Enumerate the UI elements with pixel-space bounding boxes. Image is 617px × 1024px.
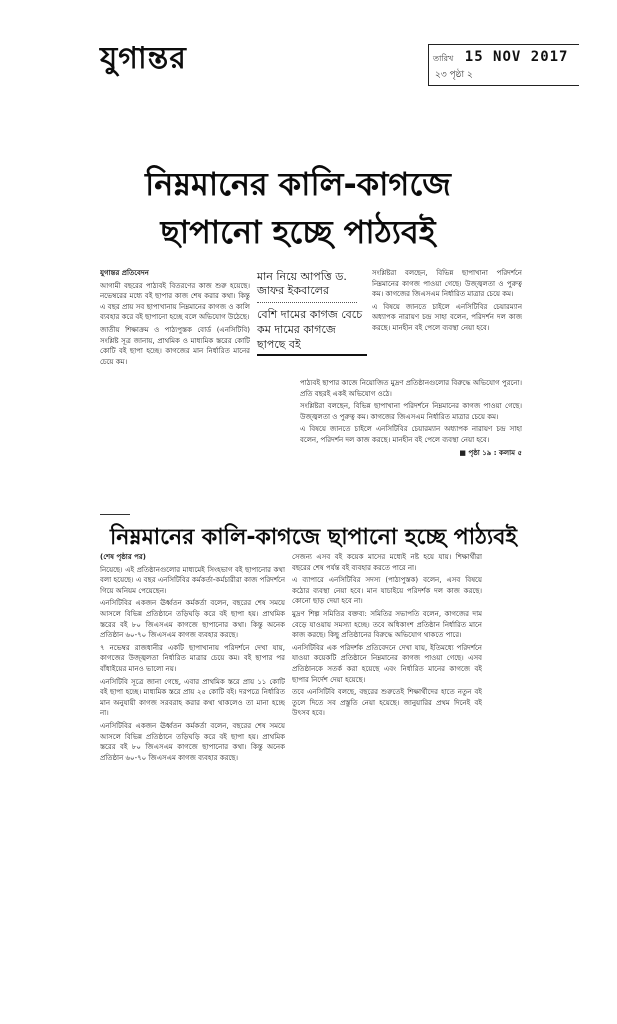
- headline-line-2: ছাপানো হচ্ছে পাঠ্যবই: [160, 213, 436, 251]
- date-stamp: [428, 44, 579, 86]
- paragraph: সেজন্য এসব বই কয়েক মাসের মধ্যেই নষ্ট হয়ে যায়। শিক্ষার্থীরা বছরের শেষ পর্যন্ত বই ব্যবহার করতে পারে না।: [292, 553, 482, 572]
- side-box-top: মান নিয়ে আপত্তি ড. জাফর ইকবালের: [257, 270, 347, 297]
- paragraph: তবে এনসিটিবি বলছে, বছরের শুরুতেই শিক্ষার্থীদের হাতে নতুন বই তুলে দিতে সব প্রস্তুতি নেয়া হয়েছে। জানুয়ারির প্রথম দিনেই বই উৎসব হবে।: [292, 688, 482, 718]
- paragraph: মুদ্রণ শিল্প সমিতির বক্তব্য: সমিতির সভাপতি বলেন, কাগজের দাম বেড়ে যাওয়ায় সমস্যা হচ্ছে। তবে অধিকাংশ প্রতিষ্ঠান নির্ধারিত মানে কাজ করছে। কিছু প্রতিষ্ঠানের বিরুদ্ধে অভিযোগ থাকতে পারে।: [292, 609, 482, 640]
- section-divider: [100, 514, 130, 515]
- front-column-3-lower: [300, 378, 522, 498]
- date-stamp-date: 15 NOV 2017: [464, 49, 569, 65]
- dotted-divider: [257, 302, 357, 303]
- paragraph: ৭ নভেম্বর রাজধানীর একটি ছাপাখানায় পরিদর্শনে দেখা যায়, কাগজের উজ্জ্বলতা নির্ধারিত মাত্রার চেয়ে কম। বই ছাপার পর বাঁধাইয়ের মানও ভালো নয়।: [100, 643, 285, 673]
- paragraph: এনসিটিবির একজন ঊর্ধ্বতন কর্মকর্তা বলেন, বছরের শেষ সময়ে আসলে বিভিন্ন প্রতিষ্ঠানে তড়িঘড়ি করে বই ছাপা হয়। প্রাথমিক স্তরের বই ৮০ জিএসএম কাগজে ছাপানোর কথা। কিন্তু অনেক প্রতিষ্ঠান ৬০-৭০ জিএসএম কাগজ ব্যবহার করছে।: [100, 599, 285, 640]
- paragraph: এ বিষয়ে জানতে চাইলে এনসিটিবির চেয়ারম্যান অধ্যাপক নারায়ণ চন্দ্র সাহা বলেন, পরিদর্শন দল কাজ করছে। মানহীন বই পেলে ব্যবস্থা নেয়া হবে।: [300, 425, 522, 444]
- newspaper-masthead: যুগান্তর: [100, 41, 187, 76]
- paragraph: এ বিষয়ে জানতে চাইলে এনসিটিবির চেয়ারম্যান অধ্যাপক নারায়ণ চন্দ্র সাহা বলেন, পরিদর্শন দল কাজ করছে। মানহীন বই পেলে ব্যবস্থা নেয়া হবে।: [372, 302, 522, 332]
- side-box: [257, 270, 367, 370]
- continuation-headline: নিম্নমানের কালি-কাগজে ছাপানো হচ্ছে পাঠ্যবই: [110, 525, 517, 550]
- paragraph: নিয়েছে। এই প্রতিষ্ঠানগুলোর মাধ্যমেই সিংহভাগ বই ছাপানোর কথা বলা হয়েছে। এ বছর এনসিটিবির কর্মকর্তা-কর্মচারীরা কাজ পরিদর্শনে গিয়ে অনিয়ম পেয়েছেন।: [100, 565, 285, 595]
- date-stamp-label: তারিখ: [433, 54, 454, 63]
- main-headline: [108, 160, 488, 256]
- continued-on-marker: ■ পৃষ্ঠা ১৯ : কলাম ৫: [459, 448, 522, 457]
- continued-from-marker: (শেষ পৃষ্ঠার পর): [100, 553, 146, 561]
- side-box-bottom: বেশি দামের কাগজ বেচে কম দামের কাগজে ছাপছে বই: [257, 308, 363, 351]
- date-stamp-page: ২৩ পৃষ্ঠা ২: [435, 70, 473, 80]
- paragraph: জাতীয় শিক্ষাক্রম ও পাঠ্যপুস্তক বোর্ড (এনসিটিবি) সংশ্লিষ্ট সূত্র জানায়, প্রাথমিক ও মাধ্যমিক স্তরের কোটি কোটি বই ছাপা হচ্ছে। কাগজের মান নির্ধারিত মানের চেয়ে কম।: [100, 325, 250, 366]
- paragraph: আগামী বছরের পাঠ্যবই বিতরণের কাজ শুরু হয়েছে। নভেম্বরের মধ্যে বই ছাপার কাজ শেষ করার কথা। কিন্তু এ বছর প্রায় সব ছাপাখানায় নিম্নমানের কাগজ ও কালি ব্যবহার করে বই ছাপানো হচ্ছে বলে অভিযোগ উঠেছে।: [100, 281, 250, 322]
- paragraph: পাঠ্যবই ছাপার কাজে নিয়োজিত মুদ্রণ প্রতিষ্ঠানগুলোর বিরুদ্ধে অভিযোগ পুরনো। প্রতি বছরই একই অভিযোগ ওঠে।: [300, 379, 522, 398]
- paragraph: এনসিটিবির এক পরিদর্শক প্রতিবেদনে দেখা যায়, ইতিমধ্যে পরিদর্শনে যাওয়া কয়েকটি প্রতিষ্ঠানে নিম্নমানের কাগজ পাওয়া গেছে। এসব প্রতিষ্ঠানকে সতর্ক করা হয়েছে এবং নির্ধারিত মানের কাগজে বই ছাপার নির্দেশ দেয়া হয়েছে।: [292, 643, 482, 684]
- paragraph: এনসিটিবির একজন ঊর্ধ্বতন কর্মকর্তা বলেন, বছরের শেষ সময়ে আসলে বিভিন্ন প্রতিষ্ঠানে তড়িঘড়ি করে বই ছাপা হয়। প্রাথমিক স্তরের বই ৮০ জিএসএম কাগজে ছাপানোর কথা। কিন্তু অনেক প্রতিষ্ঠান ৬০-৭০ জিএসএম কাগজ ব্যবহার করছে।: [100, 721, 285, 762]
- paragraph: সংশ্লিষ্টরা বলছেন, বিভিন্ন ছাপাখানা পরিদর্শনে নিম্নমানের কাগজ পাওয়া গেছে। উজ্জ্বলতা ও পুরুত্ব কম। কাগজের জিএসএম নির্ধারিত মাত্রার চেয়ে কম।: [372, 269, 522, 299]
- headline-line-1: নিম্নমানের কালি-কাগজে: [145, 165, 451, 203]
- paragraph: এ ব্যাপারে এনসিটিবির সদস্য (পাঠ্যপুস্তক) বলেন, এসব বিষয়ে কঠোর ব্যবস্থা নেয়া হবে। মান যাচাইয়ে পরিদর্শক দল কাজ করছে। কোনো ছাড় দেয়া হবে না।: [292, 576, 482, 606]
- front-column-1: [100, 268, 250, 512]
- inside-column-1: [100, 552, 285, 852]
- paragraph: সংশ্লিষ্টরা বলছেন, বিভিন্ন ছাপাখানা পরিদর্শনে নিম্নমানের কাগজ পাওয়া গেছে। উজ্জ্বলতা ও পুরুত্ব কম। কাগজের জিএসএম নির্ধারিত মাত্রার চেয়ে কম।: [300, 402, 522, 421]
- paragraph: এনসিটিবি সূত্রে জানা গেছে, এবার প্রাথমিক স্তরে প্রায় ১১ কোটি বই ছাপা হচ্ছে। মাধ্যমিক স্তরে প্রায় ২৫ কোটি বই। দরপত্রে নির্ধারিত মান অনুযায়ী কাগজ সরবরাহ করার কথা থাকলেও তা মানা হচ্ছে না।: [100, 677, 285, 718]
- byline: যুগান্তর প্রতিবেদন: [100, 269, 149, 277]
- inside-column-2: [292, 552, 482, 852]
- front-column-3: [372, 268, 522, 378]
- side-box-rule: [257, 354, 367, 356]
